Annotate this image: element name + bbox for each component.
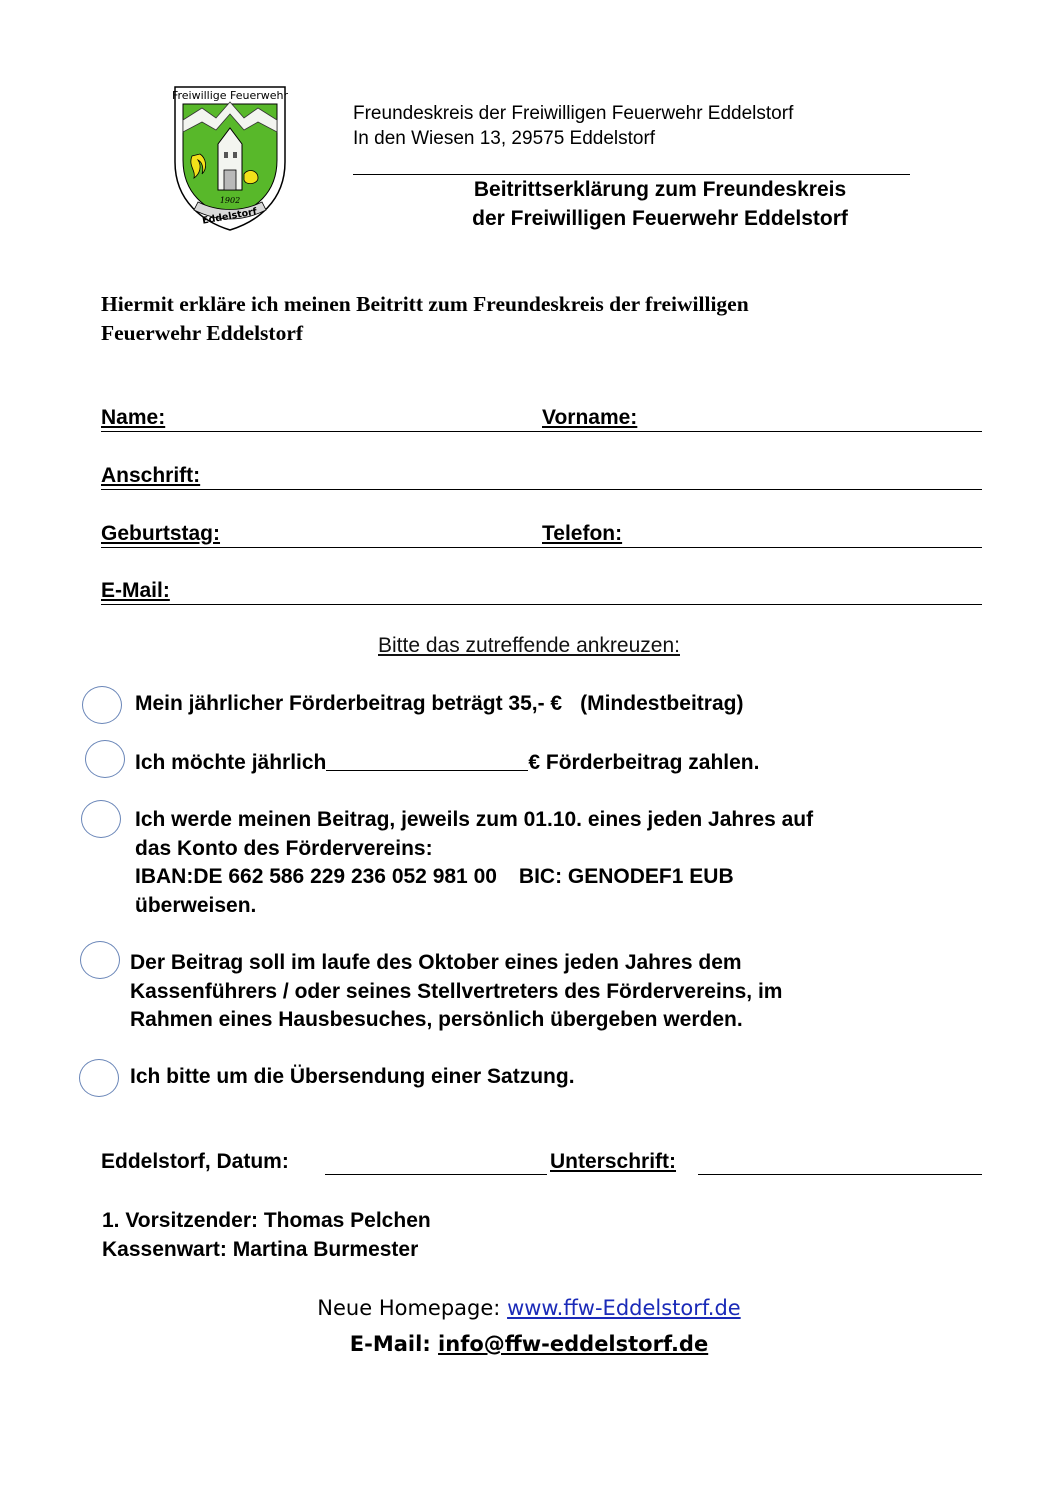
iban-text: IBAN:DE 662 586 229 236 052 981 00 xyxy=(135,865,497,888)
option-statute-checkbox[interactable] xyxy=(79,1059,119,1097)
crest-top-text: Freiwillige Feuerwehr xyxy=(172,89,288,102)
name-field[interactable] xyxy=(180,400,530,432)
crest-icon xyxy=(172,84,288,232)
treasurer-contact: Kassenwart: Martina Burmester xyxy=(102,1238,419,1261)
option-house-visit-line2: Kassenführers / oder seines Stellvertreters des Fördervereins, im xyxy=(130,979,783,1003)
vorname-field[interactable] xyxy=(658,400,980,432)
footer-email-link[interactable]: info@ffw-eddelstorf.de xyxy=(438,1332,709,1356)
date-label: Eddelstorf, Datum: xyxy=(101,1150,289,1173)
header-address-line: In den Wiesen 13, 29575 Eddelstorf xyxy=(353,128,656,149)
option-transfer-checkbox[interactable] xyxy=(81,800,121,838)
telefon-label: Telefon: xyxy=(542,522,623,545)
fire-brigade-crest-logo xyxy=(172,84,288,232)
option-custom-amount-text xyxy=(135,748,759,778)
option-house-visit-checkbox[interactable] xyxy=(80,941,120,979)
option-custom-amount-after: € Förderbeitrag zahlen. xyxy=(528,751,760,774)
option-minimum-note: (Mindestbeitrag) xyxy=(580,692,744,715)
instructions-text: Bitte das zutreffende ankreuzen: xyxy=(378,634,680,657)
option-statute-text: Ich bitte um die Übersendung einer Satzung. xyxy=(130,1065,575,1088)
bank-details xyxy=(135,863,813,892)
vorname-label: Vorname: xyxy=(542,406,638,429)
signature-label: Unterschrift: xyxy=(550,1150,677,1173)
geburtstag-field[interactable] xyxy=(245,516,530,548)
header-divider xyxy=(353,174,910,175)
homepage-label: Neue Homepage: xyxy=(317,1296,501,1320)
footer-email-label: E-Mail: xyxy=(349,1332,431,1356)
footer-email-line xyxy=(0,1332,1058,1356)
form-title-line1: Beitrittserklärung zum Freundeskreis xyxy=(473,178,847,201)
signature-field[interactable] xyxy=(698,1148,982,1175)
option-house-visit-line3: Rahmen eines Hausbesuches, persönlich übergeben werden. xyxy=(130,1008,743,1031)
date-field[interactable] xyxy=(325,1148,547,1175)
option-transfer-line4: überweisen. xyxy=(135,893,257,917)
option-transfer-text xyxy=(135,806,813,920)
telefon-field[interactable] xyxy=(640,516,980,548)
bic-text: BIC: GENODEF1 EUB xyxy=(518,865,734,888)
option-custom-amount-before: Ich möchte jährlich xyxy=(135,751,327,774)
option-transfer-line1: Ich werde meinen Beitrag, jeweils zum 01.10. eines jeden Jahres auf xyxy=(135,808,814,831)
intro-line2: Feuerwehr Eddelstorf xyxy=(101,321,304,345)
homepage-link[interactable]: www.ffw-Eddelstorf.de xyxy=(507,1296,741,1320)
option-house-visit-text xyxy=(130,949,782,1035)
email-label: E-Mail: xyxy=(101,579,170,602)
option-custom-amount-checkbox[interactable] xyxy=(85,740,125,778)
form-title-line2: der Freiwilligen Feuerwehr Eddelstorf xyxy=(472,207,848,230)
anschrift-field[interactable] xyxy=(220,458,980,490)
crest-year: 1902 xyxy=(219,196,241,205)
option-minimum-checkbox[interactable] xyxy=(82,686,122,724)
option-minimum-label: Mein jährlicher Förderbeitrag beträgt 35,- € xyxy=(135,692,563,715)
option-transfer-line2: das Konto des Fördervereins: xyxy=(135,836,433,860)
chair-contact: 1. Vorsitzender: Thomas Pelchen xyxy=(102,1209,431,1232)
crest-bottom-text: Eddelstorf xyxy=(201,206,258,227)
option-minimum-text xyxy=(135,690,743,719)
name-label: Name: xyxy=(101,406,166,429)
option-house-visit-line1: Der Beitrag soll im laufe des Oktober eines jeden Jahres dem xyxy=(130,951,742,974)
geburtstag-label: Geburtstag: xyxy=(101,522,221,545)
intro-line1: Hiermit erkläre ich meinen Beitritt zum Freundeskreis der freiwilligen xyxy=(101,292,749,316)
header-org-line: Freundeskreis der Freiwilligen Feuerwehr Eddelstorf xyxy=(353,103,794,124)
email-field[interactable] xyxy=(186,573,980,605)
anschrift-label: Anschrift: xyxy=(101,464,201,487)
custom-amount-field[interactable] xyxy=(326,748,528,771)
homepage-line xyxy=(0,1296,1058,1320)
intro-text xyxy=(101,290,951,348)
